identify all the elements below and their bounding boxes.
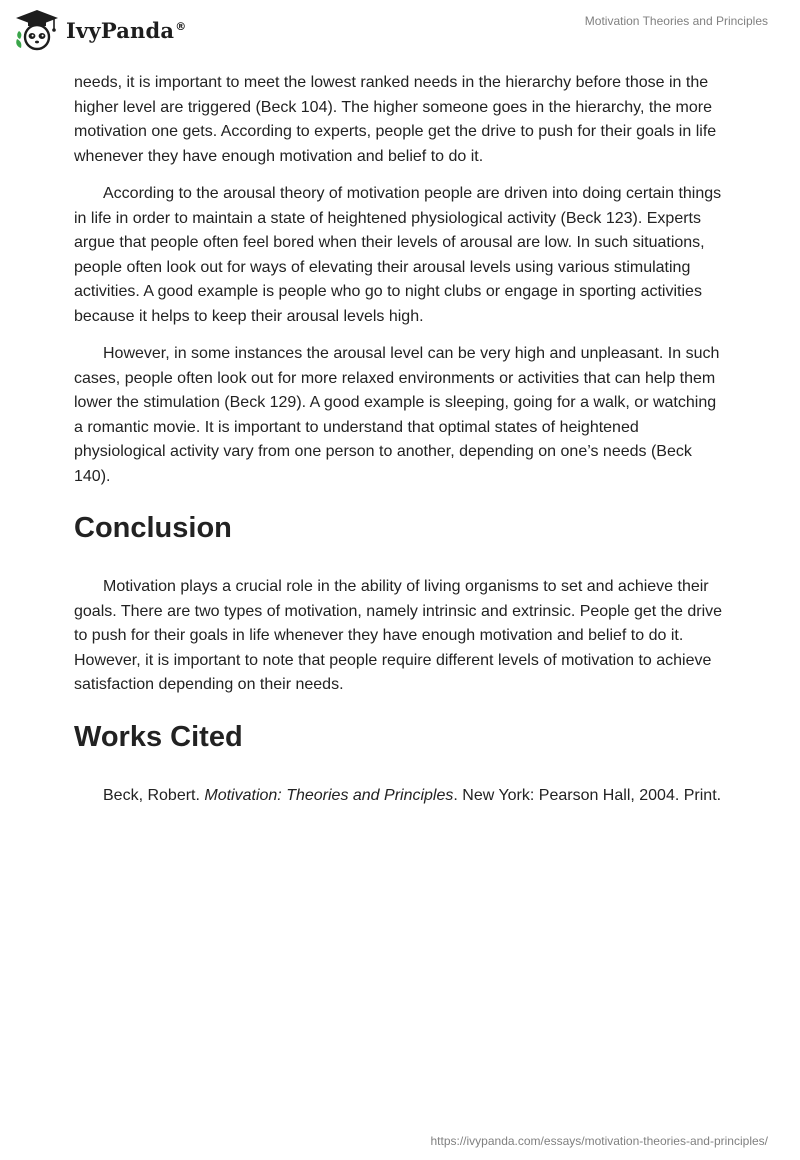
essay-content bbox=[74, 71, 726, 821]
source-url-link[interactable]: https://ivypanda.com/essays/motivation-theories-and-principles/ bbox=[430, 1134, 768, 1148]
citation-publisher: . New York: Pearson Hall, 2004. Print. bbox=[453, 786, 722, 804]
registered-mark: ® bbox=[175, 19, 187, 33]
body-paragraph: needs, it is important to meet the lowest ranked needs in the hierarchy before those in the higher level are triggered (Beck 104). The higher someone goes in the hierarchy, the more motivation one gets. According to experts, people get the drive to push for their goals in life whenever they have enough motivation and belief to do it. bbox=[74, 74, 717, 165]
logo-text: IvyPanda® bbox=[66, 17, 187, 43]
conclusion-paragraph: Motivation plays a crucial role in the ability of living organisms to set and achieve their goals. There are two types of motivation, namely intrinsic and extrinsic. People get the drive to push for their goals in life whenever they have enough motivation and belief to do it. However, it is important to note that people require different levels of motivation to achieve satisfaction depending on their needs. bbox=[74, 578, 723, 693]
document-title: Motivation Theories and Principles bbox=[584, 14, 768, 28]
works-cited-heading: Works Cited bbox=[74, 720, 243, 753]
citation-entry bbox=[74, 784, 726, 809]
citation-title: Motivation: Theories and Principles bbox=[204, 786, 454, 804]
panda-graduate-icon bbox=[14, 9, 60, 51]
citation-author: Beck, Robert. bbox=[103, 786, 205, 804]
page-header bbox=[0, 0, 800, 60]
conclusion-heading: Conclusion bbox=[74, 512, 232, 544]
body-paragraph: However, in some instances the arousal level can be very high and unpleasant. In such cases, people often look out for more relaxed environments or activities that can help them lower the stimulation (Beck 129). A good example is sleeping, going for a walk, or watching a romantic movie. It is important to understand that optimal states of heightened physiological activity vary from one person to another, depending on one’s needs (Beck 140). bbox=[74, 345, 720, 485]
ivypanda-logo[interactable] bbox=[14, 8, 186, 52]
body-paragraph: According to the arousal theory of motivation people are driven into doing certain things in life in order to maintain a state of heightened physiological activity (Beck 123). Experts argue that people often feel bored when their levels of arousal are low. In such situations, people often look out for ways of elevating their arousal levels using various stimulating activities. A good example is people who go to night clubs or engage in sporting activities because it helps to keep their arousal levels high. bbox=[74, 185, 722, 325]
